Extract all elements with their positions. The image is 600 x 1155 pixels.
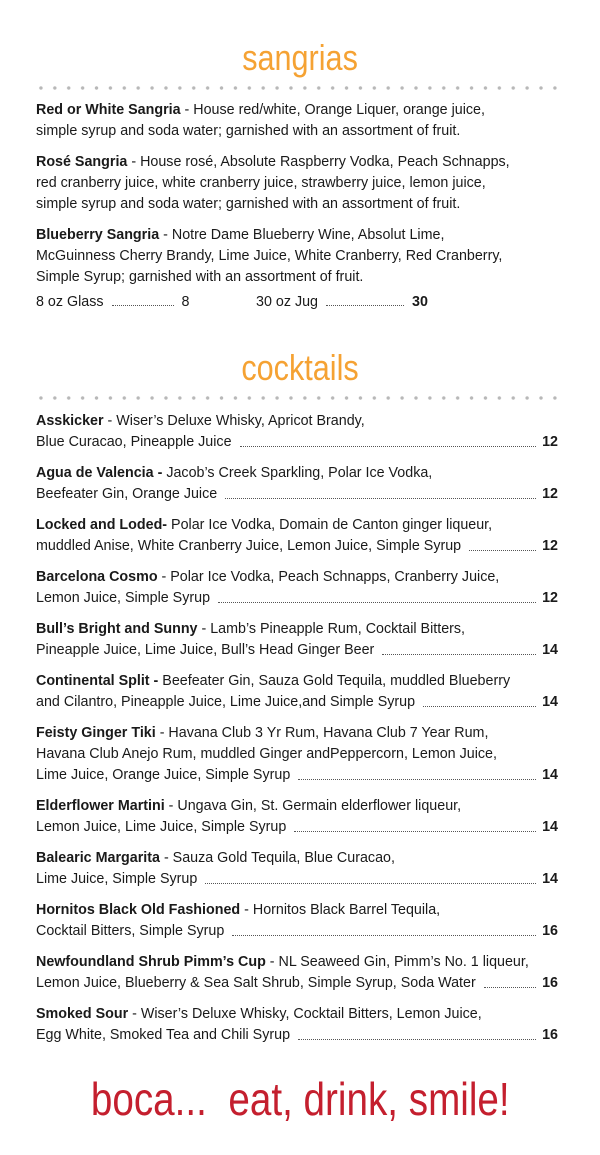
- item-description: simple syrup and soda water; garnished with an assortment of fruit.: [36, 196, 461, 212]
- item-name: Bull’s Bright and Sunny: [36, 621, 198, 637]
- item-line: [36, 744, 558, 765]
- item-price: 14: [542, 871, 558, 887]
- item-line: [36, 432, 558, 453]
- item-description: - Wiser’s Deluxe Whisky, Cocktail Bitters, Lemon Juice,: [128, 1006, 482, 1022]
- dot-leader: [298, 1025, 536, 1040]
- item-text: [36, 588, 210, 609]
- item-name: Rosé Sangria: [36, 154, 128, 170]
- item-line: [36, 796, 558, 817]
- item-name: Feisty Ginger Tiki: [36, 725, 156, 741]
- item-name: Balearic Margarita: [36, 850, 160, 866]
- item-description: Beefeater Gin, Orange Juice: [36, 486, 218, 502]
- item-text: [36, 121, 460, 142]
- item-line: [36, 671, 558, 692]
- item-price: 12: [542, 590, 558, 606]
- dot-leader: [484, 973, 536, 988]
- cocktail-item: [36, 411, 558, 453]
- item-price: 14: [542, 694, 558, 710]
- item-description: - NL Seaweed Gin, Pimm’s No. 1 liqueur,: [265, 954, 529, 970]
- item-name: Red or White Sangria: [36, 102, 181, 118]
- item-line: [36, 194, 558, 215]
- item-description: - Notre Dame Blueberry Wine, Absolut Lime,: [159, 227, 445, 243]
- dot-leader: [218, 588, 536, 603]
- dot-leader: [294, 817, 536, 832]
- item-description: Pineapple Juice, Lime Juice, Bull’s Head Ginger Beer: [36, 642, 375, 658]
- item-description: - House red/white, Orange Liquer, orange juice,: [180, 102, 485, 118]
- dot-leader: [232, 921, 536, 936]
- item-line: [36, 817, 558, 838]
- item-name: Asskicker: [36, 413, 104, 429]
- item-description: - Ungava Gin, St. Germain elderflower liqueur,: [164, 798, 462, 814]
- item-description: Simple Syrup; garnished with an assortment of fruit.: [36, 269, 364, 285]
- item-description: muddled Anise, White Cranberry Juice, Lemon Juice, Simple Syrup: [36, 538, 462, 554]
- item-line: [36, 536, 558, 557]
- footer-tagline: boca... eat, drink, smile!: [90, 1073, 510, 1125]
- item-description: Beefeater Gin, Sauza Gold Tequila, muddled Blueberry: [158, 673, 511, 689]
- item-line: [36, 173, 558, 194]
- item-text: [36, 1025, 290, 1046]
- item-line: [36, 921, 558, 942]
- item-text: [36, 152, 510, 173]
- item-line: [36, 952, 558, 973]
- cocktail-item: [36, 952, 558, 994]
- item-price: 16: [542, 923, 558, 939]
- dotted-divider: [34, 396, 564, 400]
- item-price: 12: [542, 538, 558, 554]
- item-price: 16: [542, 1027, 558, 1043]
- item-text: [36, 411, 365, 432]
- item-line: [36, 900, 558, 921]
- item-line: [36, 588, 558, 609]
- item-line: [36, 640, 558, 661]
- item-description: - Sauza Gold Tequila, Blue Curacao,: [159, 850, 395, 866]
- item-description: Egg White, Smoked Tea and Chili Syrup: [36, 1027, 291, 1043]
- item-text: [36, 515, 492, 536]
- item-line: [36, 567, 558, 588]
- item-text: [36, 765, 290, 786]
- item-text: [36, 796, 461, 817]
- sangria-item: [36, 225, 558, 288]
- dot-leader: [240, 432, 536, 447]
- item-line: [36, 1004, 558, 1025]
- item-line: [36, 463, 558, 484]
- sangria-item: [36, 152, 558, 215]
- sangria-item: [36, 100, 558, 142]
- item-line: [36, 848, 558, 869]
- item-text: [36, 723, 488, 744]
- size-price: 30: [412, 294, 428, 310]
- item-description: Lemon Juice, Simple Syrup: [36, 590, 211, 606]
- cocktail-item: [36, 848, 558, 890]
- cocktail-item: [36, 671, 558, 713]
- item-text: [36, 744, 497, 765]
- item-name: Newfoundland Shrub Pimm’s Cup: [36, 954, 266, 970]
- sangria-sizes: [36, 294, 428, 310]
- cocktail-item: [36, 515, 558, 557]
- item-line: [36, 225, 558, 246]
- cocktail-item: [36, 567, 558, 609]
- item-text: [36, 817, 286, 838]
- item-price: 16: [542, 975, 558, 991]
- item-text: [36, 952, 529, 973]
- size-jug: [256, 294, 428, 310]
- item-line: [36, 411, 558, 432]
- item-description: - Polar Ice Vodka, Peach Schnapps, Cranberry Juice,: [157, 569, 500, 585]
- item-description: - Wiser’s Deluxe Whisky, Apricot Brandy,: [103, 413, 365, 429]
- item-text: [36, 432, 232, 453]
- item-text: [36, 100, 485, 121]
- item-text: [36, 921, 224, 942]
- item-line: [36, 246, 558, 267]
- item-description: Lemon Juice, Blueberry & Sea Salt Shrub, Simple Syrup, Soda Water: [36, 975, 476, 991]
- item-name: Continental Split -: [36, 673, 159, 689]
- dot-leader: [112, 295, 174, 306]
- item-text: [36, 463, 432, 484]
- dot-leader: [225, 484, 536, 499]
- cocktail-item: [36, 463, 558, 505]
- dot-leader: [382, 640, 536, 655]
- item-line: [36, 973, 558, 994]
- item-name: Locked and Loded-: [36, 517, 168, 533]
- item-description: and Cilantro, Pineapple Juice, Lime Juice,and Simple Syrup: [36, 694, 416, 710]
- item-name: Hornitos Black Old Fashioned: [36, 902, 241, 918]
- item-text: [36, 246, 502, 267]
- cocktail-item: [36, 1004, 558, 1046]
- size-glass: [36, 294, 256, 310]
- cocktails-heading: cocktails: [241, 347, 359, 388]
- dot-leader: [326, 295, 404, 306]
- item-name: Agua de Valencia -: [36, 465, 163, 481]
- size-label: 8 oz Glass: [36, 294, 104, 310]
- item-line: [36, 100, 558, 121]
- item-price: 12: [542, 486, 558, 502]
- dot-leader: [469, 536, 536, 551]
- size-price: 8: [181, 294, 190, 310]
- item-line: [36, 869, 558, 890]
- item-line: [36, 267, 558, 288]
- item-name: Barcelona Cosmo: [36, 569, 158, 585]
- item-description: - House rosé, Absolute Raspberry Vodka, Peach Schnapps,: [127, 154, 510, 170]
- cocktail-item: [36, 723, 558, 786]
- item-text: [36, 567, 499, 588]
- item-name: Smoked Sour: [36, 1006, 129, 1022]
- item-line: [36, 723, 558, 744]
- cocktail-item: [36, 796, 558, 838]
- item-description: - Hornitos Black Barrel Tequila,: [240, 902, 441, 918]
- item-description: Lime Juice, Orange Juice, Simple Syrup: [36, 767, 291, 783]
- item-text: [36, 536, 461, 557]
- cocktail-item: [36, 619, 558, 661]
- item-description: - Lamb’s Pineapple Rum, Cocktail Bitters,: [197, 621, 466, 637]
- item-text: [36, 173, 486, 194]
- item-price: 14: [542, 642, 558, 658]
- item-description: Lemon Juice, Lime Juice, Simple Syrup: [36, 819, 287, 835]
- dot-leader: [298, 765, 536, 780]
- item-line: [36, 484, 558, 505]
- item-line: [36, 619, 558, 640]
- item-description: Blue Curacao, Pineapple Juice: [36, 434, 232, 450]
- item-line: [36, 121, 558, 142]
- item-line: [36, 692, 558, 713]
- dotted-divider: [34, 86, 564, 90]
- item-text: [36, 869, 197, 890]
- item-text: [36, 848, 395, 869]
- sangria-list: [36, 100, 558, 298]
- item-text: [36, 267, 363, 288]
- item-line: [36, 765, 558, 786]
- item-price: 12: [542, 434, 558, 450]
- dot-leader: [423, 692, 536, 707]
- item-description: Lime Juice, Simple Syrup: [36, 871, 198, 887]
- size-label: 30 oz Jug: [256, 294, 318, 310]
- item-line: [36, 152, 558, 173]
- item-name: Elderflower Martini: [36, 798, 165, 814]
- dot-leader: [205, 869, 536, 884]
- sangrias-heading: sangrias: [242, 37, 358, 78]
- item-text: [36, 194, 460, 215]
- item-name: Blueberry Sangria: [36, 227, 160, 243]
- item-line: [36, 515, 558, 536]
- item-price: 14: [542, 819, 558, 835]
- item-description: Havana Club Anejo Rum, muddled Ginger andPeppercorn, Lemon Juice,: [36, 746, 497, 762]
- item-line: [36, 1025, 558, 1046]
- item-text: [36, 1004, 482, 1025]
- item-text: [36, 640, 374, 661]
- item-text: [36, 973, 476, 994]
- item-text: [36, 671, 510, 692]
- item-description: McGuinness Cherry Brandy, Lime Juice, White Cranberry, Red Cranberry,: [36, 248, 503, 264]
- cocktail-list: [36, 411, 558, 1056]
- item-text: [36, 484, 217, 505]
- item-text: [36, 619, 465, 640]
- item-text: [36, 225, 444, 246]
- item-price: 14: [542, 767, 558, 783]
- item-description: - Havana Club 3 Yr Rum, Havana Club 7 Year Rum,: [155, 725, 489, 741]
- item-description: Jacob’s Creek Sparkling, Polar Ice Vodka,: [162, 465, 433, 481]
- cocktail-item: [36, 900, 558, 942]
- item-text: [36, 692, 415, 713]
- item-description: simple syrup and soda water; garnished with an assortment of fruit.: [36, 123, 461, 139]
- item-description: Polar Ice Vodka, Domain de Canton ginger liqueur,: [167, 517, 493, 533]
- item-description: Cocktail Bitters, Simple Syrup: [36, 923, 225, 939]
- item-text: [36, 900, 440, 921]
- item-description: red cranberry juice, white cranberry juice, strawberry juice, lemon juice,: [36, 175, 486, 191]
